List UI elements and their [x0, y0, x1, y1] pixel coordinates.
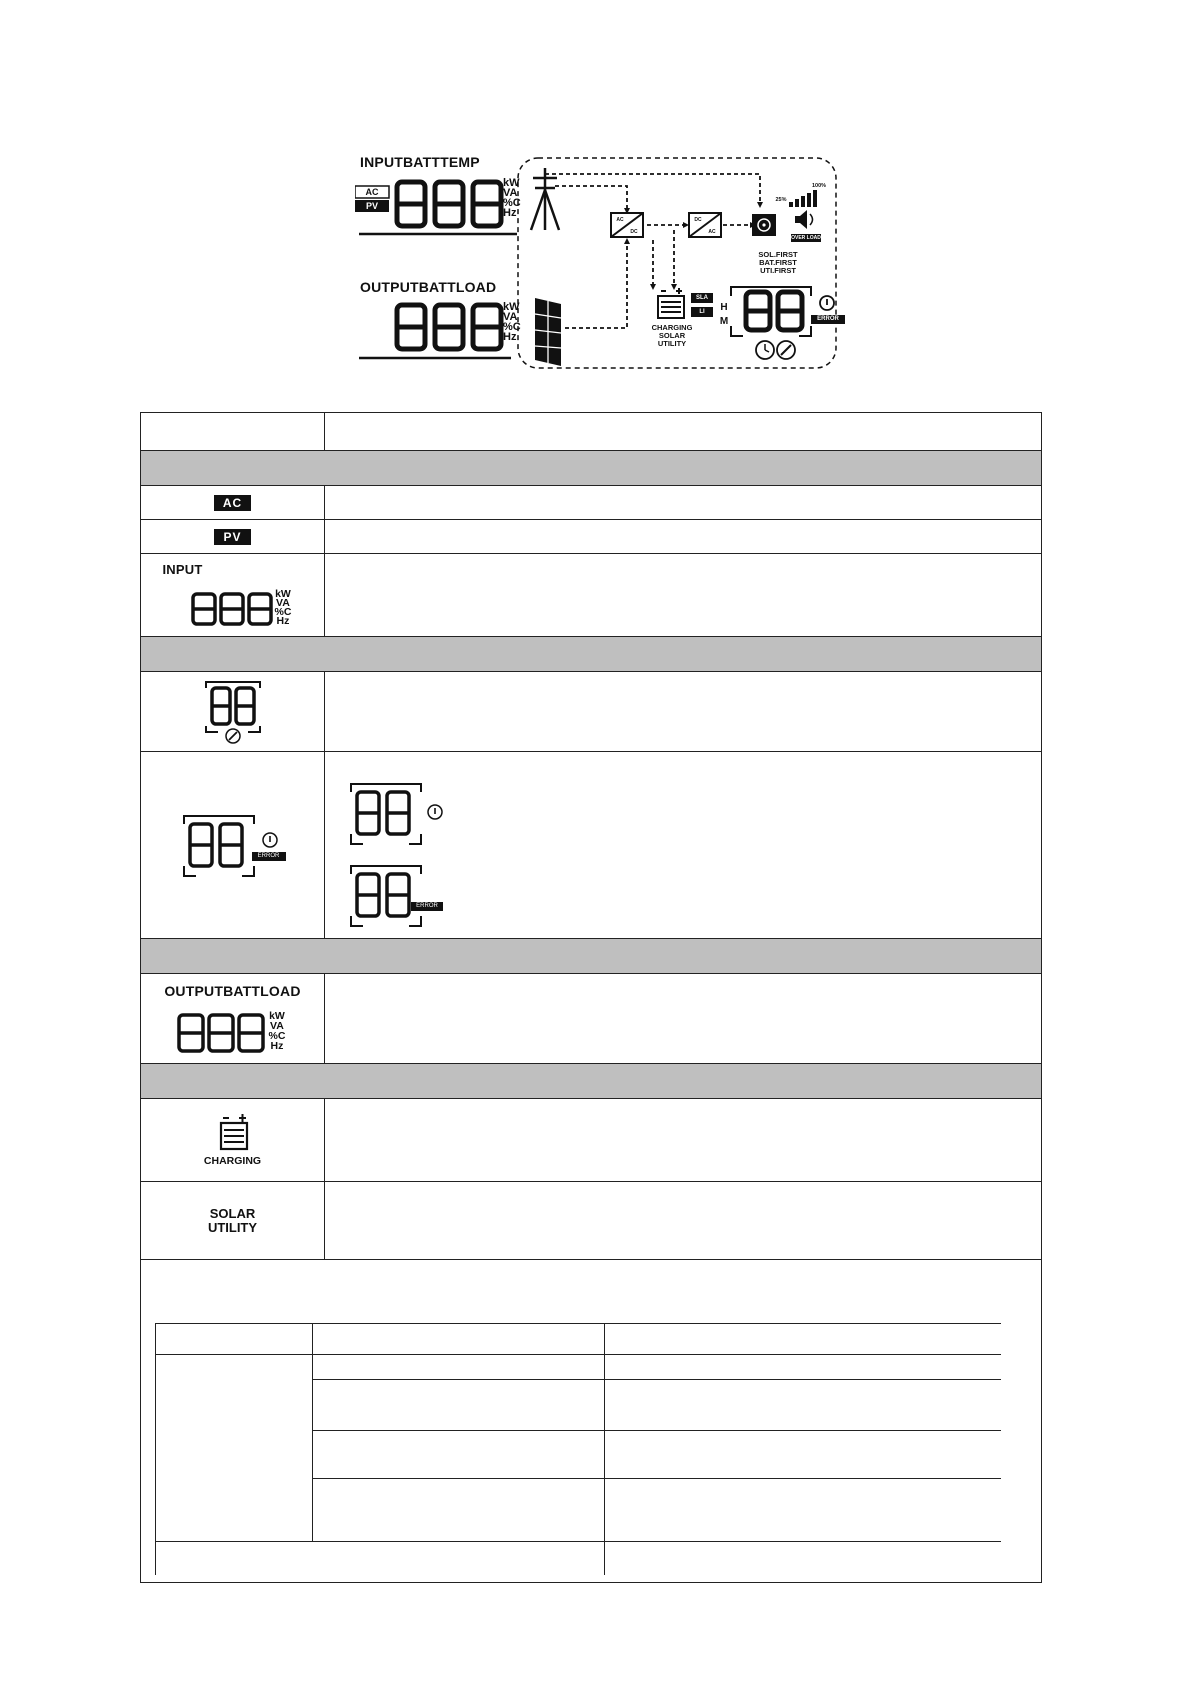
unit-pct-c: %C: [268, 1029, 286, 1042]
desc-cell: [325, 672, 1042, 752]
charging-label: CHARGING: [203, 1155, 262, 1167]
ac-tag: AC: [365, 187, 379, 197]
icon-cell: [141, 974, 325, 1064]
error-example-art: [345, 862, 465, 932]
fan-icon: [752, 214, 776, 236]
timer-seven-segment-display: [746, 292, 802, 330]
desc-cell: [325, 752, 1042, 939]
hour-label: H: [720, 302, 728, 313]
uti-first-label: UTI.FIRST: [760, 266, 796, 275]
unit-va: VA: [503, 187, 518, 199]
charging-label: CHARGING: [651, 323, 693, 332]
warning-error-display-icon: [178, 810, 288, 880]
output-seven-segment-display: [397, 305, 501, 349]
error-label: ERROR: [817, 316, 839, 322]
unit-hz: Hz: [503, 331, 517, 343]
unit-va: VA: [270, 1019, 284, 1032]
solar-label: SOLAR: [209, 1205, 256, 1221]
error-example-icon: [345, 862, 465, 932]
ac-pill: AC: [214, 495, 251, 511]
unit-hz: Hz: [270, 1039, 284, 1052]
unit-pct-c: %C: [503, 197, 521, 209]
desc-cell: [325, 520, 1042, 554]
table-row: [141, 520, 1042, 554]
section-cell: [141, 939, 1042, 974]
input-seven-segment-display: [397, 182, 501, 226]
table-row: [141, 974, 1042, 1064]
converter2-ac-label: AC: [708, 229, 716, 235]
inner-table: [155, 1323, 1001, 1575]
load-level-bars: [789, 190, 817, 207]
utility-pole-icon: [531, 168, 559, 230]
battery-icon: [213, 1113, 253, 1153]
header-row: [141, 413, 1042, 451]
unit-kw: kW: [269, 1009, 285, 1022]
output-label: OUTPUTBATTLOAD: [164, 982, 301, 999]
desc-cell: [325, 1099, 1042, 1182]
desc-cell: [325, 974, 1042, 1064]
sol-first-label: SOL.FIRST: [758, 250, 798, 259]
icon-cell: [141, 486, 325, 520]
table-row: [141, 486, 1042, 520]
input-label: INPUT: [162, 562, 203, 577]
li-tag: LI: [691, 307, 713, 317]
battery-icon: [658, 288, 684, 318]
warning-error-examples: [325, 752, 1041, 938]
minute-label: M: [719, 316, 729, 327]
section-cell: [141, 637, 1042, 672]
desc-cell: [325, 1182, 1042, 1260]
input-units: [275, 590, 292, 626]
header-cell-icon: [141, 413, 325, 451]
table-row: [141, 1182, 1042, 1260]
unit-kw: kW: [503, 301, 520, 313]
section-row: [141, 451, 1042, 486]
lcd-diagram: [355, 150, 845, 375]
unit-hz: Hz: [276, 615, 290, 627]
section-row: [141, 1064, 1042, 1099]
output-display-icon: [153, 979, 313, 1059]
load-25-label: 25%: [775, 197, 787, 203]
input-units: [503, 178, 525, 218]
error-tag-label: ERROR: [257, 853, 280, 859]
icon-cell: [141, 554, 325, 637]
converter-ac-label: AC: [616, 217, 624, 223]
speaker-icon: [795, 210, 813, 229]
utility-label: UTILITY: [207, 1219, 258, 1235]
section-row: [141, 939, 1042, 974]
setting-display-wrench-icon: [188, 674, 278, 744]
unit-va: VA: [276, 597, 290, 609]
icon-cell: [141, 672, 325, 752]
utility-label: UTILITY: [657, 339, 687, 348]
icon-cell: [141, 1099, 325, 1182]
icon-cell: [141, 752, 325, 939]
pv-pill: PV: [214, 529, 250, 545]
unit-hz: Hz: [503, 207, 517, 219]
solar-label: SOLAR: [658, 331, 686, 340]
input-display-icon: [163, 560, 303, 630]
unit-va: VA: [503, 311, 518, 323]
output-seven-segment-icon: [153, 979, 313, 1059]
converter2-dc-label: DC: [694, 217, 702, 223]
table-row: [141, 752, 1042, 939]
table-row: [141, 1099, 1042, 1182]
pv-tag: PV: [365, 201, 378, 211]
unit-kw: kW: [503, 177, 520, 189]
input-label: INPUTBATTTEMP: [360, 154, 480, 170]
unit-pct-c: %C: [503, 321, 521, 333]
section-cell: [141, 1064, 1042, 1099]
sla-tag: SLA: [691, 293, 713, 303]
warning-example-icon: [345, 780, 465, 850]
unit-pct-c: %C: [274, 606, 292, 618]
icon-cell: [141, 1182, 325, 1260]
table-row: [141, 554, 1042, 637]
bat-first-label: BAT.FIRST: [759, 258, 797, 267]
header-cell-function: [325, 413, 1042, 451]
converter-dc-label: DC: [630, 229, 638, 235]
output-label: OUTPUTBATTLOAD: [360, 279, 497, 295]
desc-cell: [325, 486, 1042, 520]
error-example-tag: ERROR: [416, 903, 438, 909]
table-row: [141, 672, 1042, 752]
section-cell: [141, 451, 1042, 486]
icon-cell: [141, 520, 325, 554]
output-units: [269, 1011, 286, 1051]
output-units: [503, 302, 525, 342]
over-load-label: OVER LOAD: [791, 235, 821, 241]
section-row: [141, 637, 1042, 672]
load-100-label: 100%: [811, 183, 827, 189]
warning-error-display-art: [178, 810, 288, 880]
desc-cell: [325, 554, 1042, 637]
unit-kw: kW: [275, 588, 291, 600]
